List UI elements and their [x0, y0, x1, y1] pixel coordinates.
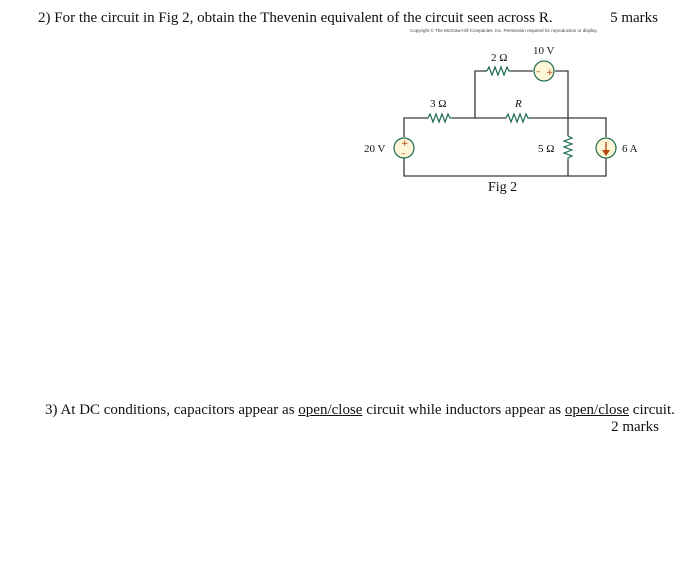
- figure-caption: Fig 2: [488, 180, 518, 195]
- question-3-marks: 2 marks: [611, 419, 659, 435]
- svg-text:–: –: [401, 149, 406, 159]
- resistor-2ohm: [487, 67, 511, 75]
- question-3: [45, 401, 675, 419]
- label-3ohm: 3 Ω: [430, 98, 447, 110]
- svg-text:–: –: [536, 67, 541, 77]
- voltage-source-20v: [394, 138, 414, 159]
- resistor-3ohm: [428, 114, 452, 122]
- label-5ohm: 5 Ω: [538, 143, 555, 155]
- current-source-6a: [596, 138, 616, 158]
- label-2ohm: 2 Ω: [491, 52, 508, 64]
- label-20v: 20 V: [364, 143, 386, 155]
- resistor-5ohm: [564, 136, 572, 160]
- label-10v: 10 V: [533, 45, 555, 57]
- copyright-note: Copyright © The McGraw-Hill Companies, Inc. Permission required for reproduction or display.: [410, 28, 598, 33]
- label-6a: 6 A: [622, 143, 638, 155]
- resistor-R: [506, 114, 530, 122]
- question-3-number: 3): [45, 402, 58, 418]
- question-2-marks: 5 marks: [610, 10, 658, 26]
- svg-text:+: +: [546, 68, 554, 78]
- question-3-text-a: At DC conditions, capacitors appear as: [60, 402, 299, 418]
- voltage-source-10v: [534, 61, 554, 81]
- question-3-text-b: circuit while inductors appear as: [362, 402, 565, 418]
- question-2-text: For the circuit in Fig 2, obtain the Thevenin equivalent of the circuit seen across R.: [54, 10, 553, 26]
- label-R: R: [515, 98, 522, 110]
- circuit-wires: [404, 71, 606, 176]
- question-3-option-a: open/close: [298, 402, 363, 418]
- question-2-number: 2): [38, 10, 51, 26]
- question-3-option-b: open/close: [564, 402, 630, 418]
- question-3-text-c: circuit.: [629, 402, 675, 418]
- svg-text:+: +: [401, 139, 409, 149]
